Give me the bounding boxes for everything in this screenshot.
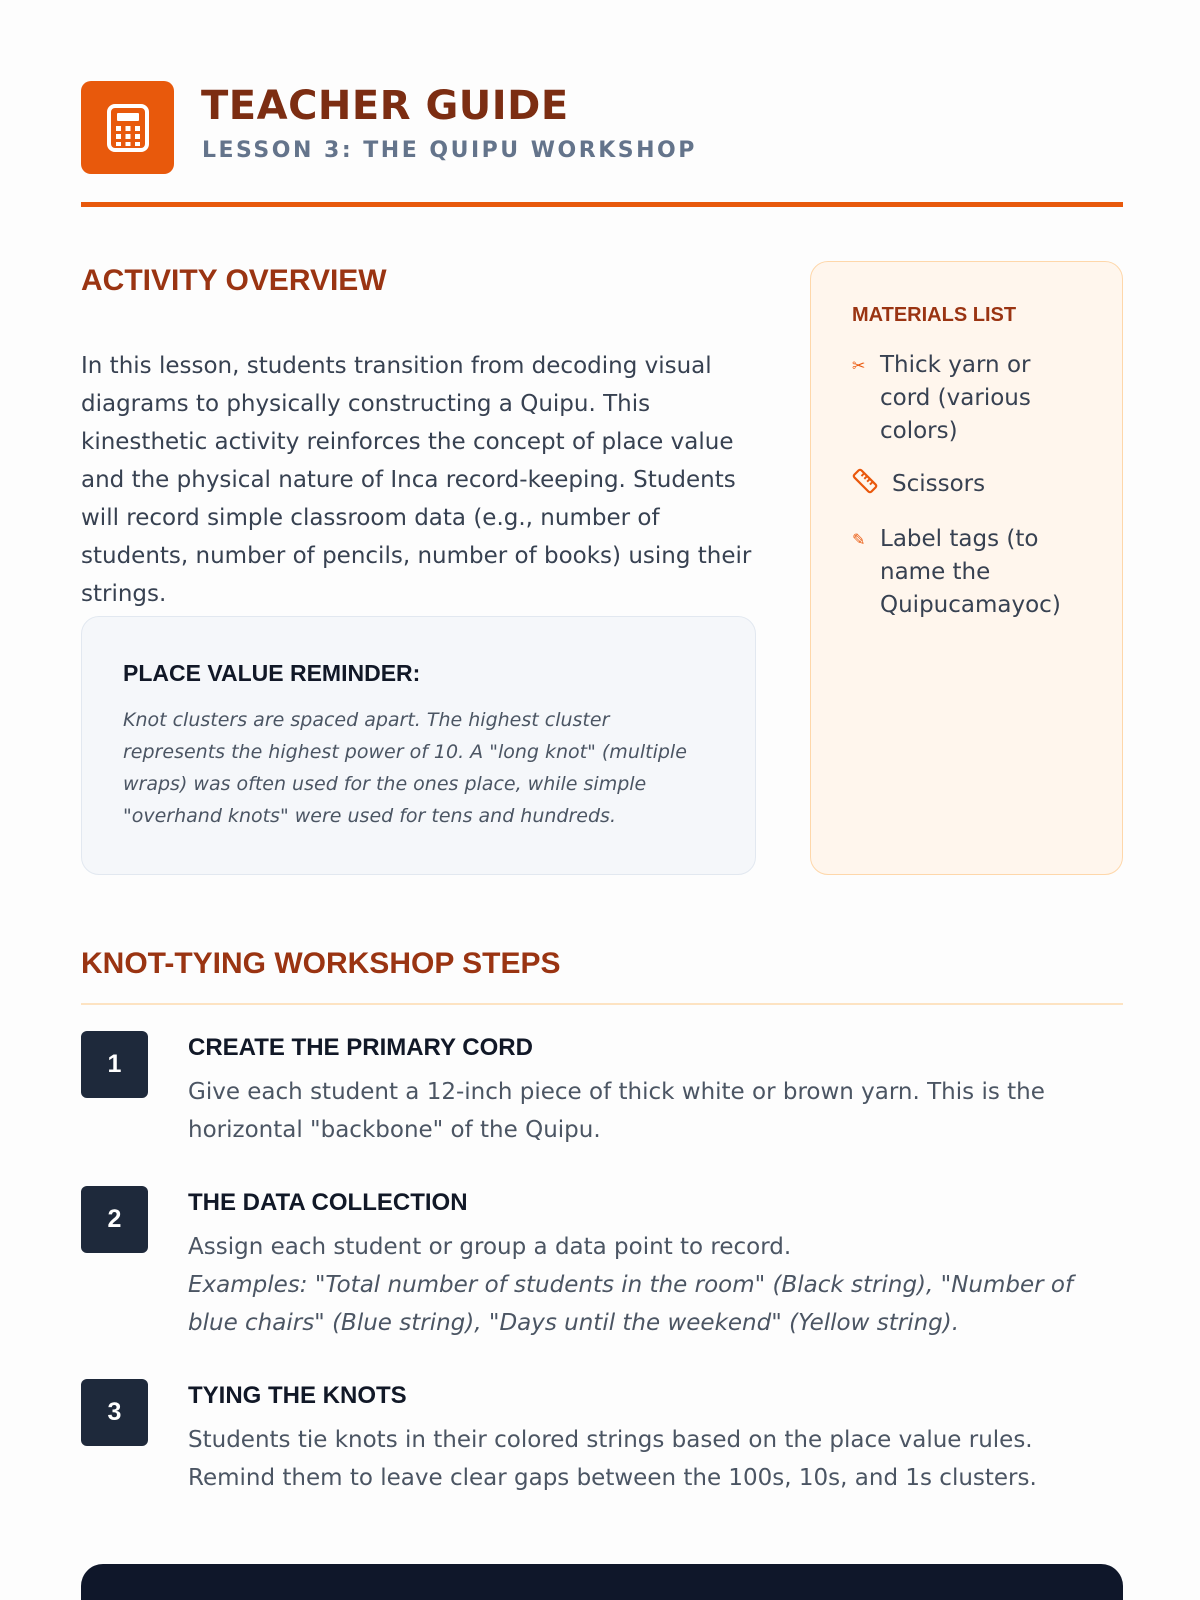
list-item [852, 349, 1081, 448]
step-title: TYING THE KNOTS [188, 1382, 407, 1409]
step-body [188, 1186, 1123, 1342]
reminder-text: Knot clusters are spaced apart. The highest cluster represents the highest power of 10. A "long knot" (multiple wraps) was often used for the ones place, while simple "overhand knots" were used for tens and hundreds. [123, 709, 687, 827]
page-header [81, 81, 1123, 207]
place-value-reminder-box [81, 616, 756, 875]
activity-overview-heading: ACTIVITY OVERVIEW [81, 264, 387, 297]
material-label: Label tags (to name the Quipucamayoc) [880, 526, 1061, 618]
step-text: Give each student a 12-inch piece of thick white or brown yarn. This is the horizontal "backbone" of the Quipu. [188, 1079, 1045, 1143]
step-example: Examples: "Total number of students in the room" (Black string), "Number of blue chairs" (Blue string), "Days until the weekend" (Yellow string). [188, 1272, 1074, 1336]
material-label: Thick yarn or cord (various colors) [880, 352, 1031, 444]
step-number-badge: 3 [81, 1379, 148, 1446]
activity-overview-text: In this lesson, students transition from decoding visual diagrams to physically constructing a Quipu. This kinesthetic activity reinforces the concept of place value and the physical nature of Inca record-keeping. Students will record simple classroom data (e.g., number of students, number of pencils, number of books) using their strings. [81, 353, 752, 607]
page-title: TEACHER GUIDE [201, 83, 569, 129]
step-text: Assign each student or group a data point to record. [188, 1234, 792, 1260]
step-number-badge: 2 [81, 1186, 148, 1253]
list-item [852, 523, 1081, 622]
footer-panel [81, 1564, 1123, 1600]
step-body [188, 1031, 1123, 1149]
calculator-icon [81, 81, 174, 174]
list-item [852, 468, 1081, 503]
materials-list [852, 349, 1081, 622]
workshop-steps-heading: KNOT-TYING WORKSHOP STEPS [81, 947, 561, 980]
divider [81, 1003, 1123, 1005]
page-subtitle: LESSON 3: THE QUIPU WORKSHOP [202, 138, 697, 163]
step-body [188, 1379, 1123, 1497]
materials-heading: MATERIALS LIST [852, 304, 1017, 326]
step-text: Students tie knots in their colored strings based on the place value rules. Remind them to leave clear gaps between the 100s, 10s, and 1s clusters. [188, 1427, 1037, 1491]
material-label: Scissors [892, 471, 986, 497]
step-title: THE DATA COLLECTION [188, 1189, 468, 1216]
materials-list-box [810, 261, 1123, 875]
step-title: CREATE THE PRIMARY CORD [188, 1034, 533, 1061]
reminder-heading: PLACE VALUE REMINDER: [123, 660, 421, 686]
ruler-icon [852, 468, 892, 503]
pencil-icon: ✎ [852, 530, 866, 549]
scissors-icon: ✂ [852, 356, 866, 375]
step-number-badge: 1 [81, 1031, 148, 1098]
